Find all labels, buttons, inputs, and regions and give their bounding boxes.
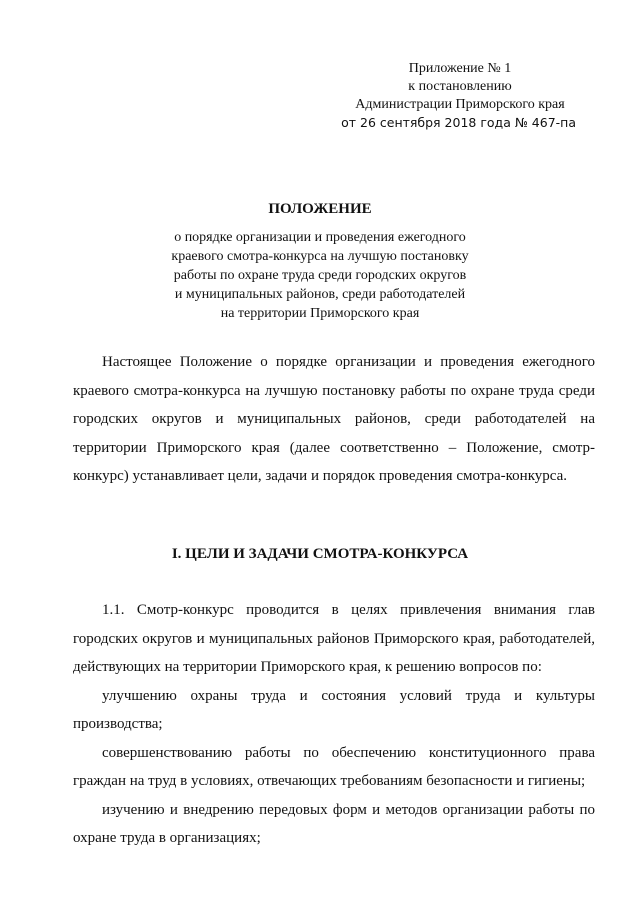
section-body [73,596,595,853]
document-subtitle-line: и муниципальных районов, среди работодателей [174,287,466,302]
document-subtitle-line: краевого смотра-конкурса на лучшую постановку [171,249,469,264]
appendix-header [340,60,580,132]
section-title: I. ЦЕЛИ И ЗАДАЧИ СМОТРА-КОНКУРСА [171,546,469,562]
appendix-decree-ref: к постановлению [408,79,512,94]
document-subtitle-line: о порядке организации и проведения ежегодного [174,230,466,245]
appendix-date: от 26 сентября 2018 года № 467-па [341,115,576,130]
section-paragraph: совершенствованию работы по обеспечению конституционного права граждан на труд в условиях, отвечающих требованиям безопасности и гигиены; [73,744,595,789]
document-subtitle-line: на территории Приморского края [220,306,420,321]
intro-section [73,348,595,491]
document-subtitle-line: работы по охране труда среди городских округов [173,268,467,283]
section-paragraph: изучению и внедрению передовых форм и методов организации работы по охране труда в организациях; [73,801,595,846]
document-heading: ПОЛОЖЕНИЕ [268,201,372,217]
section-paragraph: 1.1. Смотр-конкурс проводится в целях привлечения внимания глав городских округов и муниципальных районов Приморского края, работодателей, действующих на территории Приморского края, к решению вопросов по: [73,602,595,675]
appendix-number: Приложение № 1 [408,61,512,76]
section-paragraph: улучшению охраны труда и состояния условий труда и культуры производства; [73,687,595,732]
intro-paragraph: Настоящее Положение о порядке организации и проведения ежегодного краевого смотра-конкурса на лучшую постановку работы по охране труда среди городских округов и муниципальных районов, среди работодателей на территории Приморского края (далее соответственно – Положение, смотр-конкурс) устанавливает цели, задачи и порядок проведения смотра-конкурса. [73,354,595,484]
appendix-authority: Администрации Приморского края [355,97,565,112]
document-title-block [0,200,640,323]
